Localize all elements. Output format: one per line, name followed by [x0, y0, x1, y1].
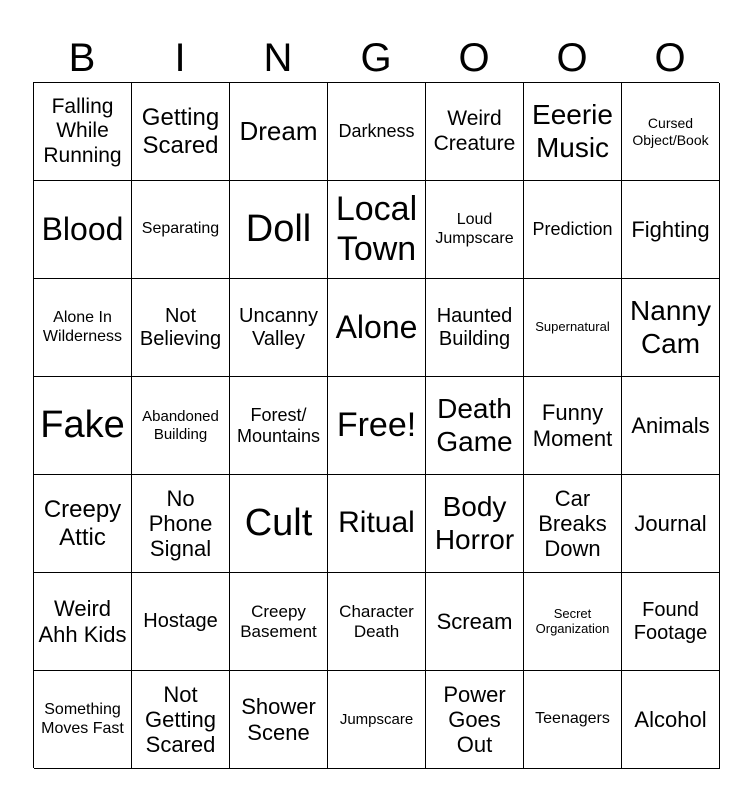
bingo-cell[interactable]: [426, 475, 524, 573]
cell-text: No Phone Signal: [148, 485, 213, 562]
cell-text: Car Breaks Down: [538, 485, 607, 562]
bingo-cell[interactable]: [426, 377, 524, 475]
header-letter-g: G: [360, 36, 392, 80]
bingo-cell[interactable]: [132, 279, 230, 377]
bingo-cell[interactable]: [426, 83, 524, 181]
cell-text: Journal: [634, 510, 707, 536]
bingo-cell[interactable]: [622, 475, 720, 573]
cell-text: Local Town: [335, 190, 418, 268]
cell-text: Doll: [245, 207, 312, 250]
bingo-cell[interactable]: [34, 573, 132, 671]
bingo-cell[interactable]: [34, 181, 132, 279]
cell-text: Power Goes Out: [443, 681, 506, 758]
bingo-cell[interactable]: [622, 181, 720, 279]
header-letter-o-3: O: [654, 36, 686, 80]
bingo-cell[interactable]: [426, 671, 524, 769]
bingo-cell[interactable]: [524, 181, 622, 279]
bingo-cell[interactable]: [426, 573, 524, 671]
bingo-cell[interactable]: [132, 475, 230, 573]
cell-text: Prediction: [532, 219, 613, 240]
bingo-cell[interactable]: [230, 279, 328, 377]
cell-text: Teenagers: [535, 710, 610, 728]
bingo-cell[interactable]: [132, 377, 230, 475]
bingo-cell[interactable]: [524, 671, 622, 769]
bingo-cell[interactable]: [328, 181, 426, 279]
cell-text: Getting Scared: [141, 103, 220, 159]
cell-text: Found Footage: [633, 598, 708, 644]
bingo-cell[interactable]: [622, 573, 720, 671]
cell-text: Creepy Basement: [240, 601, 317, 641]
cell-text: Darkness: [338, 121, 415, 142]
bingo-cell[interactable]: [132, 573, 230, 671]
bingo-cell[interactable]: [230, 83, 328, 181]
cell-text: Alone In Wilderness: [42, 309, 123, 345]
bingo-cell[interactable]: [328, 279, 426, 377]
cell-text: Abandoned Building: [142, 408, 219, 443]
cell-text: Secret Organization: [535, 605, 610, 636]
bingo-cell[interactable]: [524, 573, 622, 671]
bingo-cell[interactable]: [328, 573, 426, 671]
cell-text: Haunted Building: [436, 304, 513, 350]
cell-text: Supernatural: [535, 319, 610, 335]
bingo-cell[interactable]: [132, 671, 230, 769]
cell-text: Free!: [336, 405, 417, 444]
cell-text: Something Moves Fast: [41, 701, 124, 737]
bingo-cell[interactable]: [230, 377, 328, 475]
bingo-cell[interactable]: [524, 475, 622, 573]
bingo-cell[interactable]: [230, 181, 328, 279]
cell-text: Loud Jumpscare: [435, 211, 514, 247]
bingo-cell[interactable]: [524, 377, 622, 475]
cell-text: Creepy Attic: [43, 495, 122, 551]
cell-text: Cult: [244, 501, 313, 544]
bingo-cell[interactable]: [34, 279, 132, 377]
cell-text: Separating: [141, 220, 220, 238]
bingo-cell[interactable]: [230, 573, 328, 671]
cell-text: Alcohol: [634, 706, 707, 732]
cell-text: Forest/ Mountains: [236, 404, 321, 446]
cell-text: Not Believing: [139, 304, 222, 350]
header-letter-b: B: [68, 36, 96, 80]
cell-text: Shower Scene: [241, 694, 316, 745]
cell-text: Character Death: [339, 601, 414, 641]
bingo-cell[interactable]: [230, 475, 328, 573]
bingo-cell[interactable]: [328, 377, 426, 475]
bingo-cell[interactable]: [34, 83, 132, 181]
bingo-cell[interactable]: [524, 279, 622, 377]
cell-text: Scream: [436, 608, 513, 634]
bingo-cell[interactable]: [230, 671, 328, 769]
cell-text: Alone: [335, 309, 418, 346]
cell-text: Falling While Running: [43, 95, 122, 167]
cell-text: Uncanny Valley: [239, 304, 318, 350]
bingo-cell[interactable]: [132, 83, 230, 181]
header-letter-o-1: O: [458, 36, 490, 80]
bingo-cell[interactable]: [622, 671, 720, 769]
bingo-cell[interactable]: [426, 181, 524, 279]
cell-text: Fighting: [631, 216, 710, 242]
bingo-cell[interactable]: [622, 279, 720, 377]
bingo-cell[interactable]: [328, 83, 426, 181]
bingo-cell[interactable]: [132, 181, 230, 279]
cell-text: Eeerie Music: [532, 99, 613, 163]
bingo-cell[interactable]: [622, 83, 720, 181]
bingo-cell[interactable]: [34, 671, 132, 769]
cell-text: Cursed Object/Book: [632, 115, 709, 148]
header-letter-i: I: [174, 36, 186, 80]
cell-text: Fake: [40, 403, 125, 446]
header-letter-o-2: O: [556, 36, 588, 80]
cell-text: Weird Ahh Kids: [38, 596, 127, 647]
bingo-board: [33, 82, 719, 768]
bingo-cell[interactable]: [34, 475, 132, 573]
cell-text: Animals: [631, 412, 710, 438]
bingo-cell[interactable]: [524, 83, 622, 181]
cell-text: Blood: [41, 211, 124, 248]
cell-text: Hostage: [143, 610, 218, 632]
bingo-cell[interactable]: [328, 671, 426, 769]
cell-text: Funny Moment: [532, 400, 613, 451]
cell-text: Weird Creature: [433, 107, 516, 155]
bingo-cell[interactable]: [622, 377, 720, 475]
header-letter-n: N: [263, 36, 293, 80]
cell-text: Body Horror: [434, 491, 515, 555]
bingo-cell[interactable]: [426, 279, 524, 377]
bingo-cell[interactable]: [34, 377, 132, 475]
cell-text: Death Game: [436, 393, 513, 457]
cell-text: Not Getting Scared: [145, 681, 216, 758]
cell-text: Nanny Cam: [630, 295, 711, 359]
cell-text: Dream: [239, 115, 318, 146]
cell-text: Jumpscare: [339, 710, 414, 728]
cell-text: Ritual: [338, 506, 415, 540]
bingo-cell[interactable]: [328, 475, 426, 573]
bingo-header: [33, 34, 719, 82]
